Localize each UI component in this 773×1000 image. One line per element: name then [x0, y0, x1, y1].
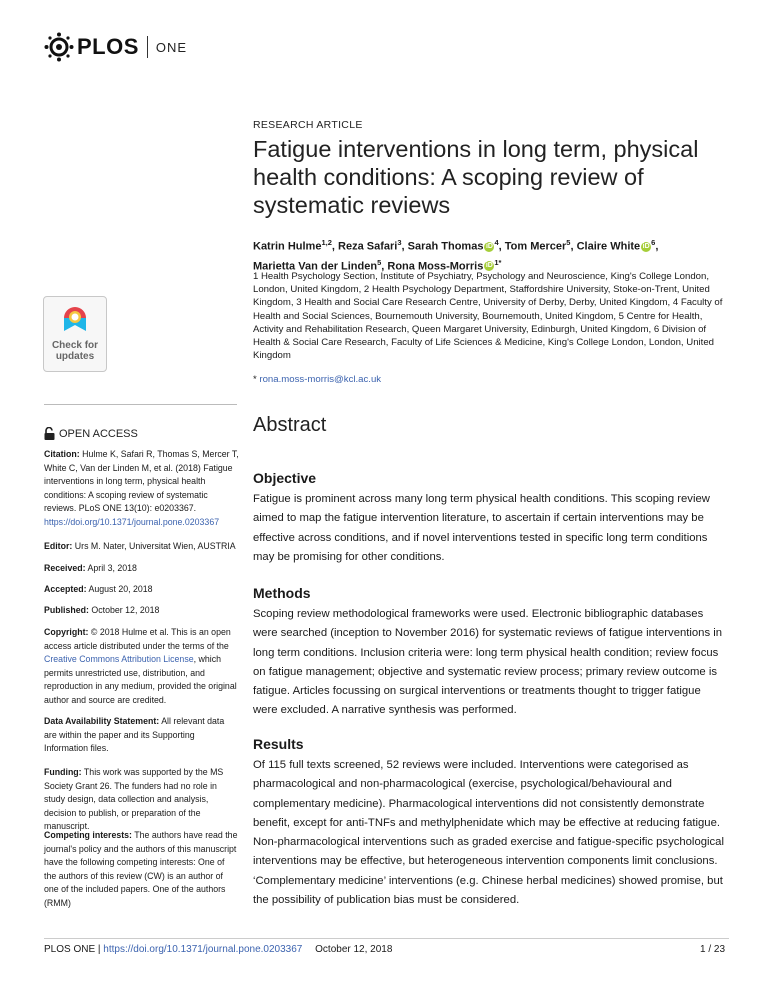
author-name: Reza Safari	[338, 240, 398, 253]
corresponding-email-link[interactable]: rona.moss-morris@kcl.ac.uk	[259, 374, 382, 385]
published-text: October 12, 2018	[91, 605, 160, 615]
author-affiliation-number: 6	[651, 238, 656, 247]
correspondence	[253, 374, 381, 385]
logo-one-text: ONE	[155, 39, 188, 55]
data-availability-block	[44, 715, 239, 756]
author-affiliation-number: 4	[494, 238, 499, 247]
citation-text: Hulme K, Safari R, Thomas S, Mercer T, White C, Van der Linden M, et al. (2018) Fatigue interventions in long term, physical health conditions: A scoping review of systematic reviews. PLoS ONE 13(10): e0203367.	[44, 449, 239, 514]
open-lock-icon	[44, 427, 55, 440]
author-name: Sarah Thomas	[407, 240, 484, 253]
author-separator: ,	[655, 240, 659, 253]
received-text: April 3, 2018	[87, 563, 137, 573]
published-label: Published:	[44, 605, 89, 615]
author-name: Katrin Hulme	[253, 240, 322, 253]
data-availability-label: Data Availability Statement:	[44, 716, 160, 726]
plos-one-logo	[44, 32, 187, 62]
copyright-text-end: , which permits unrestricted use, distribution, and reproduction in any medium, provided the original author and source are credited.	[44, 654, 237, 705]
author-affiliation-number: 1	[494, 257, 499, 267]
check-for-updates-badge[interactable]	[43, 296, 107, 372]
badge-line-1: Check for	[51, 340, 99, 351]
author-list	[253, 235, 723, 274]
copyright-label: Copyright:	[44, 627, 89, 637]
objective-text: Fatigue is prominent across many long term physical health conditions. This scoping review aimed to map the fatigue intervention literature, to ascertain if certain interventions may be effective across conditions, and if novel interventions tested in specific long term conditions may be promising for other conditions.	[253, 493, 710, 563]
competing-interests-label: Competing interests:	[44, 830, 132, 840]
footer-separator: |	[95, 944, 104, 955]
footer	[44, 944, 392, 955]
results-heading: Results	[253, 736, 304, 752]
accepted-label: Accepted:	[44, 584, 87, 594]
funding-text: This work was supported by the MS Society Grant 26. The funders had no role in study design, data collection and analysis, decision to publish, or preparation of the manuscript.	[44, 767, 224, 832]
footer-doi-link[interactable]: https://doi.org/10.1371/journal.pone.0203367	[103, 944, 303, 955]
results-text: Of 115 full texts screened, 52 reviews were included. Interventions were categorised as pharmacological and non-pharmacological (exercise, psychological/behavioural and complementary medicine). Pharmacological interventions did not consistently demonstrate benefit, except for anti-TNFs and methylphenidate which may be effective at reducing fatigue. Non-pharmacological interventions such as graded exercise and fatigue-specific psychological interventions may be effective, but heterogeneous intervention components limit conclusions. ‘Complementary medicine’ interventions (e.g. Chinese herbal medicines) showed promise, but the possibility of publication bias must be considered.	[253, 759, 724, 907]
editor-label: Editor:	[44, 541, 73, 551]
editor-text: Urs M. Nater, Universitat Wien, AUSTRIA	[74, 541, 236, 551]
author-affiliation-number: 3	[397, 238, 402, 247]
author-separator: ,	[381, 260, 388, 273]
competing-interests-block	[44, 829, 239, 911]
logo-divider	[147, 36, 148, 58]
copyright-block	[44, 626, 239, 708]
article-title: Fatigue interventions in long term, physical health conditions: A scoping review of systematic reviews	[253, 136, 699, 218]
open-access-text: OPEN ACCESS	[59, 427, 138, 440]
author-name: Claire White	[576, 240, 641, 253]
sidebar-divider	[44, 404, 237, 405]
bookmark-icon	[60, 303, 90, 333]
author-separator: ,	[331, 240, 339, 253]
methods-heading: Methods	[253, 585, 311, 601]
corresponding-author-mark: *	[498, 257, 502, 267]
orcid-icon[interactable]: iD	[485, 262, 493, 270]
author-name: Tom Mercer	[504, 240, 567, 253]
citation-doi-link[interactable]: https://doi.org/10.1371/journal.pone.0203367	[44, 516, 220, 527]
competing-interests-text: The authors have read the journal's policy and the authors of this manuscript have the following competing interests: One of the authors of this review (CW) is an author of one of the included papers. One of the authors (RMM)	[44, 830, 238, 908]
footer-divider	[44, 938, 729, 939]
funding-block	[44, 766, 239, 834]
orcid-icon[interactable]: iD	[485, 242, 493, 250]
author-separator: ,	[401, 240, 408, 253]
license-link[interactable]: Creative Commons Attribution License	[44, 654, 194, 665]
orcid-icon[interactable]: iD	[642, 242, 650, 250]
footer-date: October 12, 2018	[315, 944, 393, 955]
accepted-text: August 20, 2018	[88, 584, 153, 594]
published-block	[44, 604, 239, 618]
plos-logo-icon	[44, 32, 74, 62]
page-number: 1 / 23	[700, 944, 726, 955]
accepted-block	[44, 583, 239, 597]
editor-block	[44, 540, 239, 554]
abstract-heading: Abstract	[253, 414, 327, 436]
author-separator: ,	[570, 240, 577, 253]
author-name: Marietta Van der Linden	[253, 260, 378, 273]
objective-heading: Objective	[253, 470, 317, 486]
funding-label: Funding:	[44, 767, 82, 777]
citation-label: Citation:	[44, 449, 80, 459]
corresponding-mark: *	[253, 374, 257, 385]
author-name: Rona Moss-Morris	[387, 260, 484, 273]
citation-block	[44, 448, 239, 530]
received-label: Received:	[44, 563, 86, 573]
badge-line-2: updates	[55, 351, 95, 362]
logo-plos-text: PLOS	[77, 34, 139, 59]
author-affiliation-number: 5	[377, 257, 382, 267]
open-access-label	[44, 427, 138, 440]
author-separator: ,	[498, 240, 505, 253]
received-block	[44, 562, 239, 576]
article-type: RESEARCH ARTICLE	[253, 119, 363, 131]
copyright-text: © 2018 Hulme et al. This is an open access article distributed under the terms of the	[44, 627, 231, 651]
affiliations: 1 Health Psychology Section, Institute of Psychiatry, Psychology and Neuroscience, King's College London, London, United Kingdom, 2 Health Psychology Department, Staffordshire University, Stoke-on-Trent, United Kingdom, 3 Health and Social Care Research Centre, University of Derby, Derby, United Kingdom, 4 Faculty of Health and Social Sciences, Bournemouth University, Bournemouth, United Kingdom, 5 Centre for Health, Activity and Rehabilitation Research, Queen Margaret University, Edinburgh, United Kingdom, 6 Division of Health & Social Care Research, Faculty of Life Sciences & Medicine, King's College London, London, United Kingdom	[253, 271, 723, 362]
footer-journal: PLOS ONE	[44, 944, 96, 955]
author-affiliation-number: 1,2	[321, 238, 332, 247]
methods-text: Scoping review methodological frameworks were used. Electronic bibliographic databases were searched (inception to November 2016) for systematic reviews of fatigue interventions in long term conditions. Inclusion criteria were: long term physical health condition; review focus on fatigue management; objective and systematic review process; primary review outcome is fatigue. Articles focussing on surgical interventions or treatments thought to trigger fatigue were excluded. A narrative synthesis was performed.	[253, 608, 723, 717]
data-availability-text: All relevant data are within the paper and its Supporting Information files.	[44, 716, 225, 754]
author-affiliation-number: 5	[566, 238, 571, 247]
